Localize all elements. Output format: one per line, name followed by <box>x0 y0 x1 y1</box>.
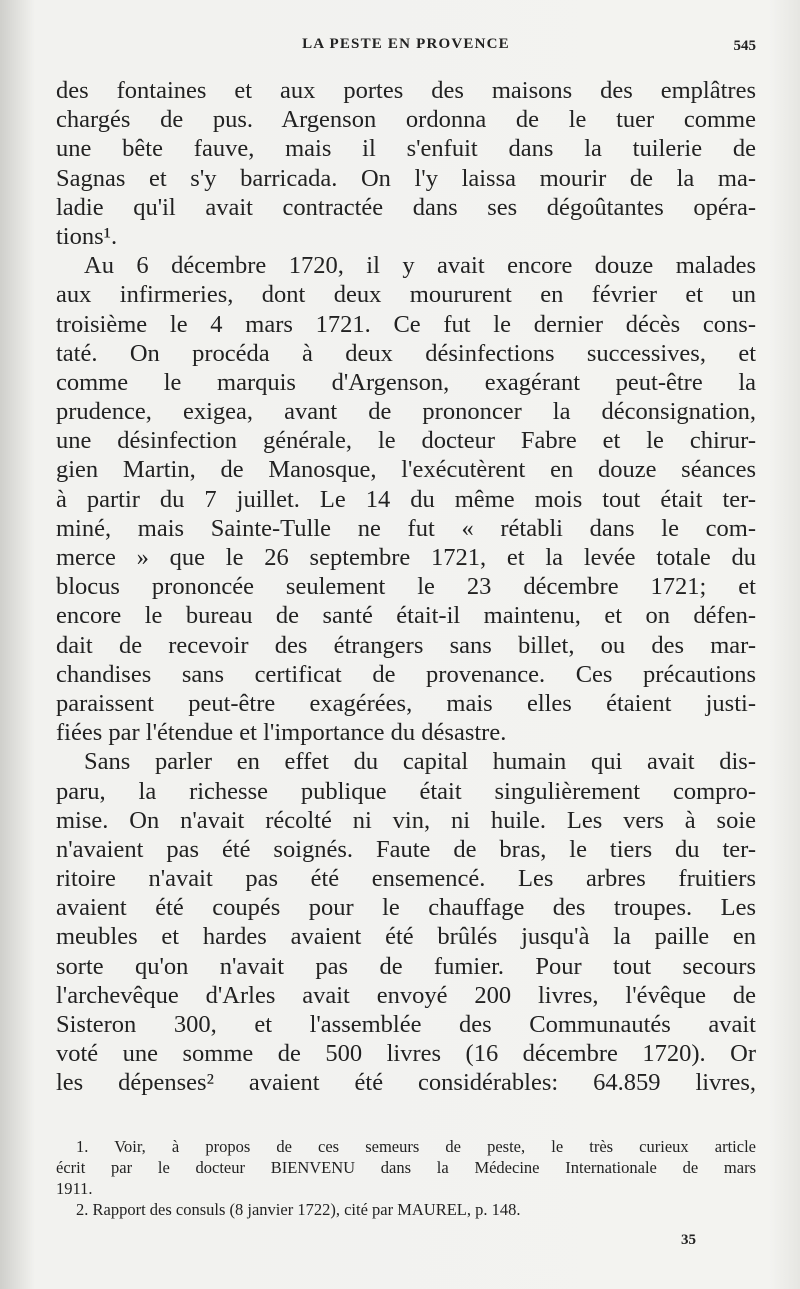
text-line: merce » que le 26 septembre 1721, et la levée totale du <box>56 544 756 571</box>
text-line: ritoire n'avait pas été ensemencé. Les arbres fruitiers <box>56 865 756 893</box>
text-line: chargés de pus. Argenson ordonna de le tuer comme <box>56 106 756 134</box>
text-line: tions¹. <box>56 222 118 250</box>
text-line: les dépenses² avaient été considérables: 64.859 livres, <box>56 1069 756 1097</box>
text-line: une bête fauve, mais il s'enfuit dans la tuilerie de <box>56 135 756 163</box>
text-line: gien Martin, de Manosque, l'exécutèrent en douze séances <box>56 456 756 484</box>
footnote-line: 1911. <box>56 1179 93 1198</box>
text-line: fiées par l'étendue et l'importance du désastre. <box>56 719 507 747</box>
text-line: avaient été coupés pour le chauffage des troupes. Les <box>56 894 756 922</box>
text-line: comme le marquis d'Argenson, exagérant peut-être la <box>56 368 756 396</box>
body-text <box>56 76 756 1098</box>
text-line: à partir du 7 juillet. Le 14 du même mois tout était ter- <box>56 485 756 513</box>
text-line: taté. On procéda à deux désinfections successives, et <box>56 339 756 367</box>
running-title: LA PESTE EN PROVENCE <box>302 36 510 52</box>
text-line: ladie qu'il avait contractée dans ses dégoûtantes opéra- <box>56 193 756 221</box>
text-line: troisième le 4 mars 1721. Ce fut le dernier décès cons- <box>56 310 756 338</box>
text-line: chandises sans certificat de provenance. Ces précautions <box>56 660 756 688</box>
page-number: 545 <box>733 38 756 54</box>
text-line: dait de recevoir des étrangers sans billet, ou des mar- <box>56 631 756 659</box>
text-line: n'avaient pas été soignés. Faute de bras, le tiers du ter- <box>56 835 756 863</box>
text-line: paraissent peut-être exagérées, mais elles étaient justi- <box>56 689 756 717</box>
text-line: prudence, exigea, avant de prononcer la déconsignation, <box>56 398 756 426</box>
text-line: meubles et hardes avaient été brûlés jusqu'à la paille en <box>56 923 756 951</box>
running-head <box>56 36 756 58</box>
text-line: une désinfection générale, le docteur Fabre et le chirur- <box>56 427 756 455</box>
text-line: paru, la richesse publique était singulièrement compro- <box>56 777 756 805</box>
footnote-line: 2. Rapport des consuls (8 janvier 1722), cité par MAUREL, p. 148. <box>76 1200 521 1219</box>
footnote-line: écrit par le docteur BIENVENU dans la Médecine Internationale de mars <box>56 1158 756 1177</box>
text-line: mise. On n'avait récolté ni vin, ni huile. Les vers à soie <box>56 806 756 834</box>
text-line: aux infirmeries, dont deux moururent en février et un <box>56 281 756 309</box>
signature-mark: 35 <box>681 1232 696 1248</box>
text-line: miné, mais Sainte-Tulle ne fut « rétabli dans le com- <box>56 514 756 542</box>
footnote-line: 1. Voir, à propos de ces semeurs de peste, le très curieux article <box>76 1137 756 1156</box>
text-line: Sisteron 300, et l'assemblée des Communautés avait <box>56 1011 756 1038</box>
text-line: Au 6 décembre 1720, il y avait encore douze malades <box>84 252 756 280</box>
text-line: des fontaines et aux portes des maisons des emplâtres <box>56 77 756 104</box>
text-line: sorte qu'on n'avait pas de fumier. Pour tout secours <box>56 952 756 980</box>
text-line: Sagnas et s'y barricada. On l'y laissa mourir de la ma- <box>56 164 756 192</box>
footnotes <box>56 1136 756 1220</box>
text-line: blocus prononcée seulement le 23 décembre 1721; et <box>56 573 756 601</box>
text-line: voté une somme de 500 livres (16 décembre 1720). Or <box>56 1040 756 1068</box>
text-line: encore le bureau de santé était-il maintenu, et on défen- <box>56 602 756 630</box>
text-line: Sans parler en effet du capital humain qui avait dis- <box>84 748 756 776</box>
text-line: l'archevêque d'Arles avait envoyé 200 livres, l'évêque de <box>56 981 756 1009</box>
